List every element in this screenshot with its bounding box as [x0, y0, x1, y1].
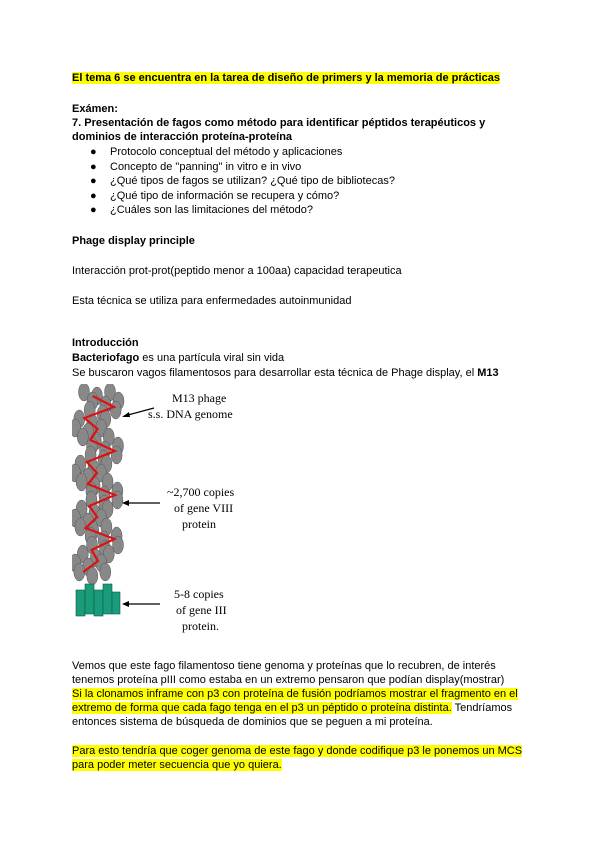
coat-protein-icon — [75, 518, 86, 536]
label-viii-copies: ~2,700 copies — [167, 485, 235, 499]
coat-protein-icon — [87, 567, 98, 585]
body-line-3: Si la clonamos inframe con p3 con proteína de fusión podríamos mostrar el fragmento en el — [72, 688, 518, 700]
piii-protein-icon — [112, 592, 120, 614]
coat-protein-icon — [100, 563, 111, 581]
bullet-item: ● ¿Qué tipos de fagos se utilizan? ¿Qué tipo de bibliotecas? — [90, 175, 395, 188]
intro-line-1: Bacteriofago es una partícula viral sin vida — [72, 352, 285, 364]
piii-protein-icon — [76, 590, 85, 616]
label-viii-gene: of gene VIII — [174, 501, 234, 515]
body-line-5: entonces sistema de búsqueda de dominios que se peguen a mi proteína. — [72, 716, 433, 728]
bullet-item: ● ¿Cuáles son las limitaciones del método? — [90, 204, 313, 217]
arrow-gene-viii — [122, 500, 160, 506]
paragraph-interaction: Interacción prot-prot(peptido menor a 100aa) capacidad terapeutica — [72, 265, 402, 277]
body-line-1: Vemos que este fago filamentoso tiene genoma y proteínas que lo recubren, de interés — [72, 660, 496, 672]
question-line-1: 7. Presentación de fagos como método para identificar péptidos terapéuticos y — [72, 117, 486, 129]
bullet-dot-icon: ● — [90, 160, 97, 173]
gene-viii-coat-proteins — [72, 384, 124, 585]
coat-protein-icon — [74, 563, 85, 581]
body-line-6: Para esto tendría que coger genoma de este fago y donde codifique p3 le ponemos un MCS — [72, 745, 523, 757]
exam-label: Exámen: — [72, 103, 118, 115]
body-line-4: extremo de forma que cada fago tenga en el p3 un péptido o proteína distinta. Tendríamos — [72, 702, 513, 714]
bullet-dot-icon: ● — [90, 204, 97, 217]
bullet-dot-icon: ● — [90, 175, 97, 188]
label-iii-protein: protein. — [182, 619, 219, 633]
topic-note: El tema 6 se encuentra en la tarea de diseño de primers y la memoria de prácticas — [72, 72, 500, 84]
label-m13-phage: M13 phage — [172, 391, 227, 405]
phage-filament — [72, 384, 124, 616]
bullet-item: ● Concepto de "panning" in vitro e in vivo — [90, 160, 302, 173]
coat-protein-icon — [111, 446, 122, 464]
arrow-gene-iii — [122, 601, 160, 607]
paragraph-autoimmunity: Esta técnica se utiliza para enfermedades autoinmunidad — [72, 295, 352, 307]
intro-title: Introducción — [72, 337, 139, 349]
label-viii-protein: protein — [182, 517, 216, 531]
coat-protein-icon — [110, 401, 121, 419]
bullet-list — [72, 145, 395, 218]
bullet-dot-icon: ● — [90, 189, 97, 202]
question-line-2: dominios de interacción proteína-proteína — [72, 131, 293, 143]
body-line-7: para poder meter secuencia que yo quiera. — [72, 759, 282, 771]
label-iii-copies: 5-8 copies — [174, 587, 224, 601]
piii-protein-icon — [103, 584, 112, 614]
body-line-2: tenemos proteína pIII como estaba en un extremo pensaron que podían display(mostrar) — [72, 674, 505, 686]
label-ssdna-genome: s.s. DNA genome — [148, 407, 233, 421]
bullet-item: ● ¿Qué tipo de información se recupera y cómo? — [90, 189, 340, 202]
piii-protein-icon — [85, 584, 94, 614]
intro-line-2: Se buscaron vagos filamentosos para desarrollar esta técnica de Phage display, el M13 — [72, 367, 499, 379]
m13-phage-figure — [72, 384, 272, 640]
bullet-dot-icon: ● — [90, 146, 97, 158]
gene-iii-proteins — [76, 584, 120, 616]
bullet-item: ● Protocolo conceptual del método y aplicaciones — [90, 146, 343, 158]
piii-protein-icon — [94, 590, 103, 616]
section-title-phage-display: Phage display principle — [72, 235, 195, 247]
coat-protein-icon — [76, 473, 87, 491]
label-iii-gene: of gene III — [176, 603, 227, 617]
